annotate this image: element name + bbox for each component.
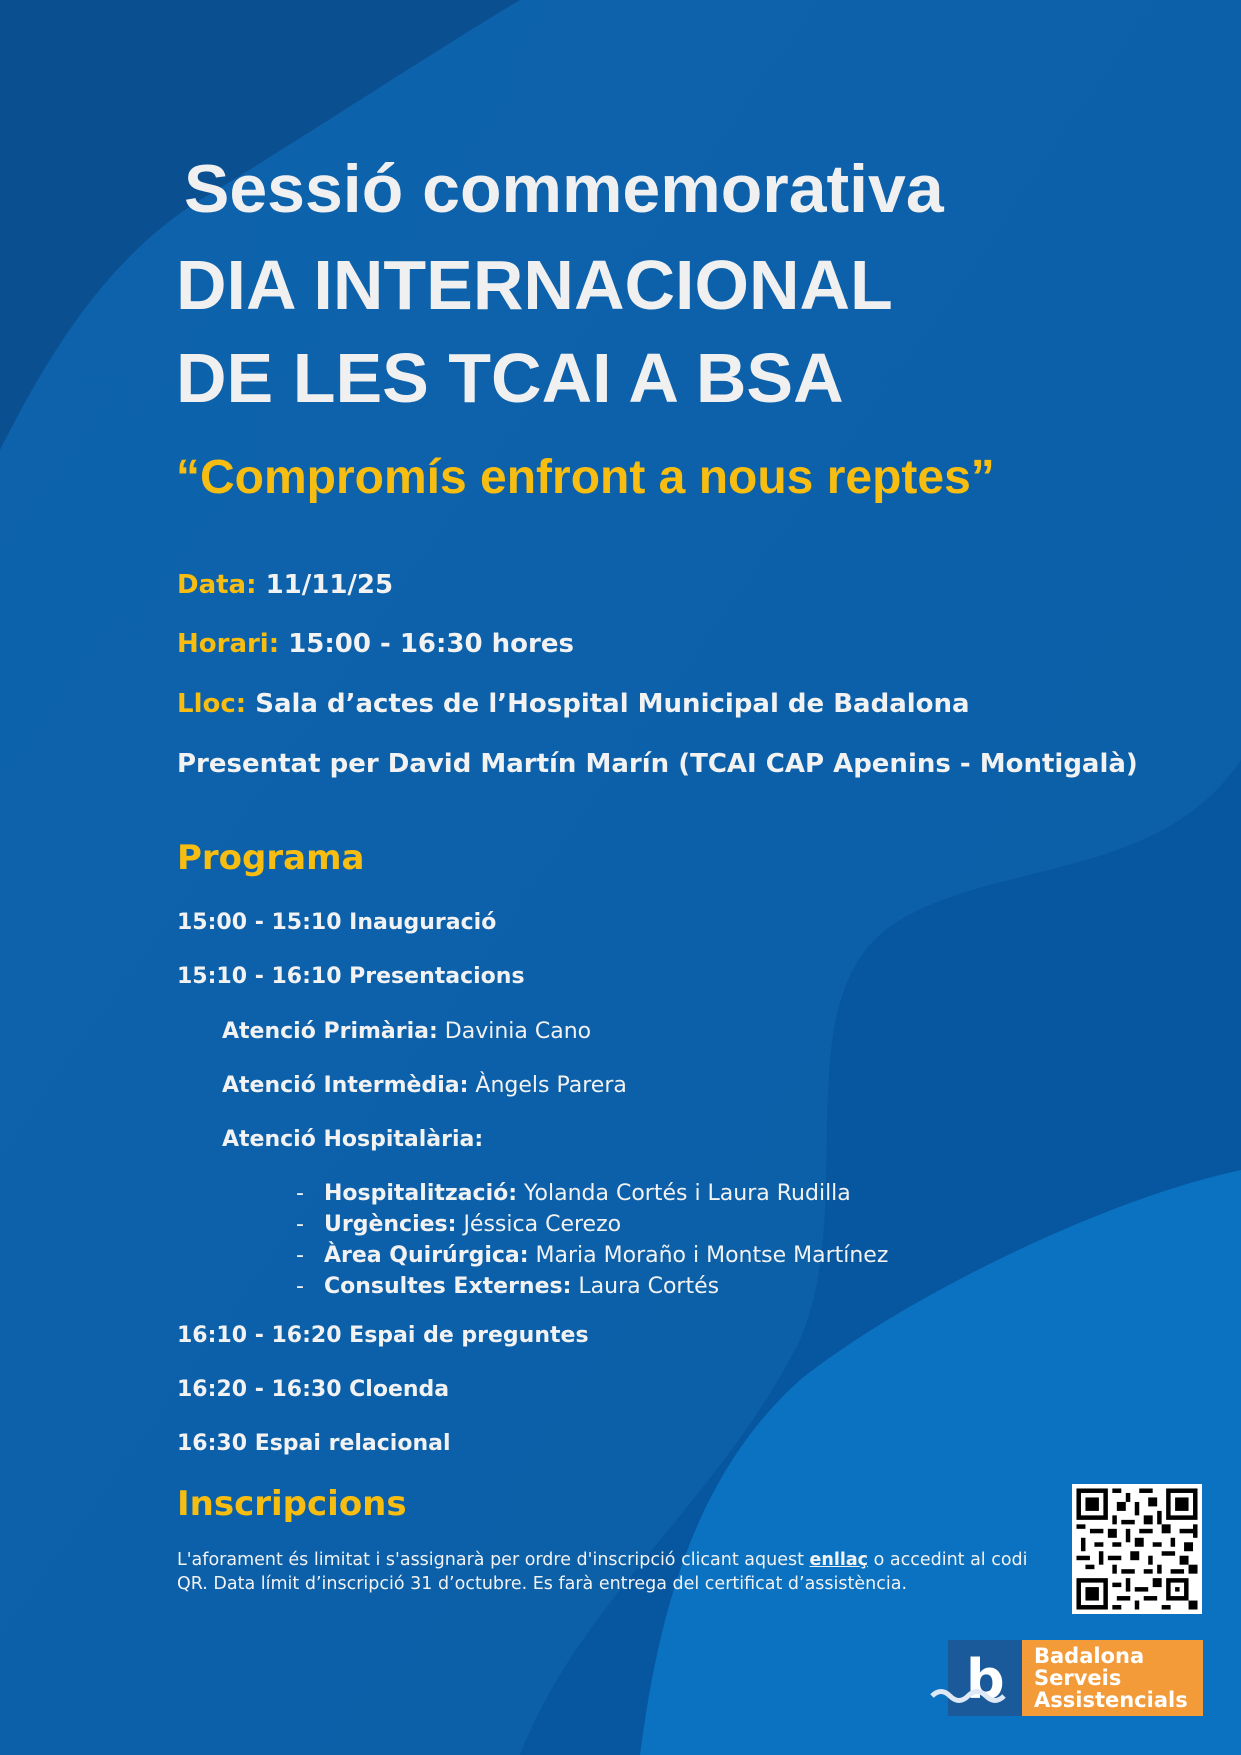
program-item: 16:10 - 16:20 Espai de preguntes bbox=[177, 1323, 589, 1348]
list-item bbox=[296, 1274, 719, 1299]
time-value: 15:00 - 16:30 hores bbox=[288, 629, 574, 659]
program-item: 15:00 - 15:10 Inauguració bbox=[177, 910, 497, 935]
date-row bbox=[177, 570, 393, 600]
place-label: Lloc: bbox=[177, 689, 247, 719]
registration-link[interactable]: enllaç bbox=[809, 1550, 869, 1570]
list-item-value: Maria Moraño i Montse Martínez bbox=[528, 1243, 889, 1268]
title-line-3: DE LES TCAI A BSA bbox=[176, 339, 844, 417]
time-row bbox=[177, 629, 574, 659]
note-text-before: L'aforament és limitat i s'assignarà per ordre d'inscripció clicant aquest bbox=[177, 1550, 810, 1570]
logo-text-line: Serveis bbox=[1034, 1666, 1122, 1690]
place-value: Sala d’actes de l’Hospital Municipal de Badalona bbox=[255, 689, 970, 719]
subitem-label: Atenció Hospitalària: bbox=[222, 1127, 484, 1152]
time-label: Horari: bbox=[177, 629, 280, 659]
presenter: Presentat per David Martín Marín (TCAI CAP Apenins - Montigalà) bbox=[177, 749, 1138, 779]
logo-text-block bbox=[1022, 1640, 1203, 1716]
logo-b-waves-icon bbox=[930, 1640, 1022, 1716]
dash-bullet: - bbox=[296, 1274, 304, 1299]
program-subitem bbox=[222, 1019, 591, 1044]
list-item-value: Jéssica Cerezo bbox=[456, 1212, 622, 1237]
title-line-1: Sessió commemorativa bbox=[184, 151, 944, 227]
date-label: Data: bbox=[177, 570, 257, 600]
subitem-value: Davinia Cano bbox=[437, 1019, 592, 1044]
dash-bullet: - bbox=[296, 1181, 304, 1206]
title-line-2: DIA INTERNACIONAL bbox=[176, 246, 893, 324]
subitem-label: Atenció Primària: bbox=[222, 1019, 438, 1044]
list-item-label: Consultes Externes: bbox=[324, 1274, 572, 1299]
program-subitem bbox=[222, 1127, 483, 1152]
program-item: 16:20 - 16:30 Cloenda bbox=[177, 1377, 450, 1402]
list-item bbox=[296, 1212, 621, 1237]
program-subitem bbox=[222, 1073, 627, 1098]
inscripcions-text bbox=[177, 1548, 1057, 1596]
list-item-label: Hospitalització: bbox=[324, 1181, 518, 1206]
program-item: 15:10 - 16:10 Presentacions bbox=[177, 964, 525, 989]
date-value: 11/11/25 bbox=[265, 570, 394, 600]
program-item: 16:30 Espai relacional bbox=[177, 1431, 451, 1456]
list-item-label: Urgències: bbox=[324, 1212, 457, 1237]
qr-code-graphic bbox=[1072, 1484, 1202, 1614]
list-item-label: Àrea Quirúrgica: bbox=[324, 1243, 529, 1268]
list-item bbox=[296, 1243, 888, 1268]
inscripcions-heading: Inscripcions bbox=[177, 1484, 407, 1524]
logo-letter: b bbox=[966, 1648, 1005, 1711]
subitem-value: Àngels Parera bbox=[468, 1073, 627, 1098]
programa-heading: Programa bbox=[177, 838, 365, 878]
list-item-value: Yolanda Cortés i Laura Rudilla bbox=[517, 1181, 851, 1206]
logo-badalona-serveis-assistencials bbox=[930, 1640, 1203, 1716]
dash-bullet: - bbox=[296, 1243, 304, 1268]
logo-text-line: Badalona bbox=[1034, 1644, 1145, 1668]
qr-code[interactable] bbox=[1072, 1484, 1202, 1614]
list-item bbox=[296, 1181, 851, 1206]
motto: “Compromís enfront a nous reptes” bbox=[176, 451, 995, 504]
dash-bullet: - bbox=[296, 1212, 304, 1237]
logo-text-line: Assistencials bbox=[1034, 1688, 1188, 1712]
list-item-value: Laura Cortés bbox=[571, 1274, 720, 1299]
place-row bbox=[177, 689, 970, 719]
note-text-after: o accedint al codi QR. Data límit d’inscripció 31 d’octubre. Es farà entrega del certificat d’assistència. bbox=[177, 1550, 1028, 1594]
subitem-label: Atenció Intermèdia: bbox=[222, 1073, 469, 1098]
